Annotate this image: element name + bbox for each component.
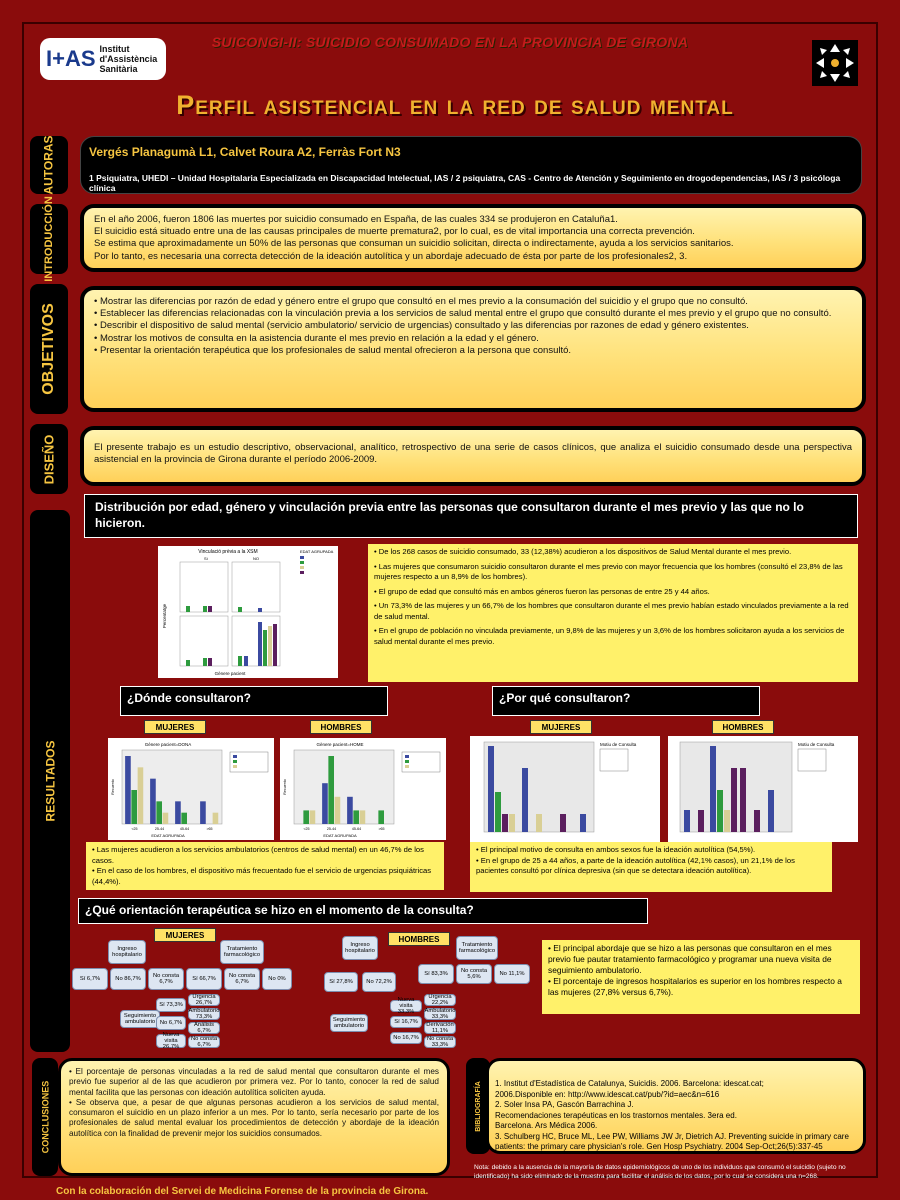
finding-item: • En el grupo de población no vinculada previamente, un 9,8% de las mujeres y un 3,6% de los hombres solicitaron ayuda a los servicios de salud mental durante el mes previo. (374, 626, 845, 646)
author-affiliations: 1 Psiquiatra, UHEDI – Unidad Hospitalaria Especializada en Discapacidad Intelectual, IAS / 2 psiquiatra, CAS - Centro de Atención y Seguimiento en drogodependencias, IAS / 3 psicóloga clínica (89, 173, 841, 193)
conclusion-item: • El porcentaje de personas vinculadas a la red de salud mental que consultaron durante el mes previo fue superior al de las que acudieron por primera vez. Por lo tanto, conocer la red de salud mental facilita que las personas con ideación autolítica soliciten ayuda. (69, 1067, 439, 1098)
tree-node: No consta 33,3% (424, 1036, 456, 1048)
orientacion-findings (542, 940, 860, 1014)
chart1-facet-no: NO (253, 556, 259, 561)
bar (509, 814, 515, 832)
finding-item: • El porcentaje de ingresos hospitalarios es superior en los hombres respecto a las mujeres (27,8% versus 6,7%). (548, 976, 842, 997)
legend-swatch (233, 760, 237, 763)
bib-line: 2. Soler Insa PA, Gascón Barrachina J. (495, 1100, 634, 1109)
tree-node: Nueva visita 26,7% (156, 1034, 186, 1048)
bar (353, 810, 359, 824)
arrows-logo-icon (812, 40, 858, 86)
donde-findings (86, 842, 444, 890)
bar (273, 624, 277, 666)
tree-node: Urgencia 26,7% (188, 994, 220, 1006)
bar (310, 810, 316, 824)
bar (150, 779, 156, 824)
bar (244, 656, 248, 666)
legend-swatch (233, 755, 237, 758)
legend-swatch (300, 571, 304, 574)
bar (328, 756, 334, 824)
finding-item: • En el grupo de 25 a 44 años, a parte de la ideación autolítica (42,1% casos), un 21,1% de los pacientes consultó por clínica depresiva (sin que se detectara ideación autolítica). (476, 855, 795, 875)
finding-item: • Las mujeres acudieron a los servicios ambulatorios (centros de salud mental) en un 46,7% de los casos. (92, 845, 424, 865)
tree-node: Tratamiento farmacológico (220, 940, 264, 964)
bibliografia-panel (486, 1058, 866, 1154)
donde-h-title: Gènere pacient=HOME (316, 742, 364, 747)
poster-title: Perfil asistencial en la red de salud mental (176, 90, 734, 120)
bar (208, 658, 212, 666)
bar (347, 797, 353, 824)
bar (360, 810, 366, 824)
tag-hombres-porque: HOMBRES (712, 720, 774, 734)
tick-label: <25 (131, 827, 138, 831)
facet-panel (180, 562, 228, 612)
bar (560, 814, 566, 832)
chart1-ylabel: Percentatge (162, 603, 167, 629)
bar (724, 810, 730, 832)
bar (203, 606, 207, 612)
bar (731, 768, 737, 832)
tree-node: Seguimiento ambulatorio (120, 1010, 160, 1028)
donde-m-xlabel: EDAT AGRUPADA (151, 833, 185, 838)
diseno-panel (80, 426, 866, 486)
tick-label: 45-64 (179, 827, 190, 831)
intro-line: Se estima que aproximadamente un 50% de las personas que consuman un suicidio solicitan, directa o indirectamente, ayuda a los servicios sanitarios. (94, 238, 734, 250)
finding-item: • Un 73,3% de las mujeres y un 66,7% de los hombres que consultaron durante el mes previo habían estado vinculados previamente a la red de salud mental. (374, 601, 849, 621)
finding-item: • Las mujeres que consumaron suicidio consultaron durante el mes previo con mayor frecuencia que los hombres (consultó el 23,8% de las mujeres respecto a un 8,9% de los hombres). (374, 561, 843, 581)
section-label-autoras: AUTORAS (30, 136, 68, 194)
tree-node: Nueva visita 33,3% (390, 1000, 422, 1012)
tree-node: No consta 6,7% (224, 968, 260, 990)
objetivo-item: • Mostrar las diferencias por razón de edad y género entre el grupo que consultó en el mes previo a la consumación del suicidio y el grupo que no consultó. (94, 296, 852, 308)
bar (335, 797, 341, 824)
tree-node: No consta 6,7% (148, 968, 184, 990)
bar (258, 622, 262, 666)
chart1-title: Vinculació prèvia a la XSM (198, 549, 258, 555)
poster-supertitle: SUICONGI-II: SUICIDIO CONSUMADO EN LA PROVINCIA DE GIRONA (211, 34, 689, 50)
bib-line: Recomendaciones terapéuticas en los trastornos mentales. 3era ed. (495, 1110, 737, 1120)
bar (238, 656, 242, 666)
tree-node: Análisis 6,7% (188, 1022, 220, 1034)
tree-node: Sí 66,7% (186, 968, 222, 990)
porque-heading: ¿Por qué consultaron? (492, 686, 760, 716)
bar (754, 810, 760, 832)
porque-mujeres-svg (470, 736, 660, 842)
bar (717, 790, 723, 832)
bar (263, 630, 267, 666)
porque-hombres-svg (668, 736, 858, 842)
tree-node: No consta 6,7% (188, 1036, 220, 1048)
tree-node: Sí 83,3% (418, 964, 454, 984)
tag-hombres-orient: HOMBRES (388, 932, 450, 946)
bar (698, 810, 704, 832)
tree-node: No 16,7% (390, 1032, 422, 1044)
tag-mujeres-orient: MUJERES (154, 928, 216, 942)
orientacion-mujeres-tree (68, 940, 298, 1052)
section-label-resultados: RESULTADOS (30, 510, 70, 1052)
bar (156, 801, 162, 824)
objetivo-item: • Presentar la orientación terapéutica que los profesionales de salud mental ofrecieron a la persona que consultó. (94, 345, 852, 357)
finding-item: • El principal motivo de consulta en ambos sexos fue la ideación autolítica (54,5%). (476, 845, 756, 854)
bar (740, 768, 746, 832)
finding-item: • De los 268 casos de suicidio consumado, 33 (12,38%) acudieron a los dispositivos de Salud Mental durante el mes previo. (374, 547, 792, 556)
intro-line: Por lo tanto, es necesaria una correcta detección de la ideación autolítica y un abordaje adecuado de ésta por parte de los profesionales2, 3. (94, 250, 688, 262)
tick-label: >65 (378, 827, 385, 831)
bib-line: 2006.Disponible en: http://www.idescat.cat/pub/?id=aec&n=616 (495, 1089, 720, 1099)
logo-text (100, 44, 158, 74)
resultados-heading: Distribución por edad, género y vinculación previa entre las personas que consultaron durante el mes previo y las que no lo hicieron. (84, 494, 858, 538)
finding-item: • El grupo de edad que consultó más en ambos géneros fueron las personas de entre 25 y 44 años. (374, 586, 710, 596)
porque-h-legend: Motiu de Consulta (798, 742, 835, 747)
bar (203, 658, 207, 666)
tree-node: Ambulatorio 33,3% (424, 1008, 456, 1020)
intro-panel (80, 204, 866, 272)
porque-hombres-chart (668, 736, 858, 842)
legend-swatch (405, 755, 409, 758)
tree-node: Sí 16,7% (390, 1016, 422, 1028)
donde-heading: ¿Dónde consultaron? (120, 686, 388, 716)
tree-node: Urgencia 22,2% (424, 994, 456, 1006)
conclusion-item: • Se observa que, a pesar de que algunas personas acudieron a los servicios de salud mental, consumaron el suicidio en un plazo inferior a un mes. Por lo tanto, sería necesario por parte de los profesionales de salud mental evaluar los procedimientos de detección y abordaje de la ideación autolítica con la finalidad de prevenir mejor los suicidios consumados. (69, 1098, 439, 1139)
porque-findings (470, 842, 832, 892)
tick-label: >65 (206, 827, 213, 831)
author-names: Vergés Planagumà L1, Calvet Roura A2, Ferràs Fort N3 (89, 145, 401, 159)
tag-mujeres-porque: MUJERES (530, 720, 592, 734)
finding-item: • En el caso de los hombres, el dispositivo más frecuentado fue el servicio de urgencias psiquiátricas (44,4%). (92, 866, 432, 886)
bar (186, 660, 190, 666)
bibliografia-list (495, 1079, 859, 1153)
legend-swatch (300, 566, 304, 569)
donde-hombres-chart (280, 738, 446, 840)
section-label-objetivos: OBJETIVOS (30, 284, 68, 414)
bar (710, 746, 716, 832)
orientacion-hombres-tree (320, 936, 540, 1052)
bar (768, 790, 774, 832)
bar (175, 801, 181, 824)
objetivo-item: • Describir el dispositivo de salud mental (servicio ambulatorio/ servicio de urgencias) consultado y las diferencias por razones de edad y género existentes. (94, 320, 852, 332)
bar (258, 608, 262, 612)
footnote: Nota: debido a la ausencia de la mayoría de datos epidemiológicos de uno de los individuos que consumó el suicidio (sujeto no identificado) ha sido eliminado de la muestra para facilitar el análisis de los datos, por lo cual se considera una n=268. (474, 1164, 846, 1180)
logo-line: d'Assistència (99, 54, 158, 64)
tick-label: 45-64 (351, 827, 362, 831)
legend-swatch (233, 765, 237, 768)
orientacion-heading: ¿Qué orientación terapéutica se hizo en el momento de la consulta? (78, 898, 648, 924)
bar (125, 756, 131, 824)
legend-swatch (300, 556, 304, 559)
diseno-text: El presente trabajo es un estudio descriptivo, observacional, analítico, retrospectivo de una serie de casos clínicos, que analiza el suicidio consumado desde una perspectiva asistencial en la provincia de Girona durante el período 2006-2009. (94, 442, 852, 466)
objetivo-item: • Establecer las diferencias relacionadas con la vinculación previa a los servicios de salud mental entre el grupo que consultó durante el mes previo y el grupo que no consultó. (94, 308, 852, 320)
legend-swatch (405, 760, 409, 763)
logo-line: Institut (99, 44, 130, 54)
bib-line: Barcelona. Ars Médica 2006. (495, 1121, 598, 1130)
tree-node: Ingreso hospitalario (108, 940, 146, 964)
bar (495, 792, 501, 832)
ias-logo (40, 38, 166, 80)
legend-swatch (405, 765, 409, 768)
y-axis-label: Recuento (283, 779, 287, 795)
bar (268, 626, 272, 666)
tag-hombres-donde: HOMBRES (310, 720, 372, 734)
tree-node: Tratamiento farmacológico (456, 936, 498, 960)
tree-node: No 11,1% (494, 964, 530, 984)
bar (322, 783, 328, 824)
tree-node: No 72,2% (362, 972, 396, 992)
tree-node: Sí 6,7% (72, 968, 108, 990)
tag-mujeres-donde: MUJERES (144, 720, 206, 734)
donde-h-xlabel: EDAT AGRUPADA (323, 833, 357, 838)
bar (181, 813, 187, 824)
bar (186, 606, 190, 612)
tree-node: No consta 5,6% (456, 964, 492, 984)
bar (580, 814, 586, 832)
tree-node: No 86,7% (110, 968, 146, 990)
objetivos-panel (80, 286, 866, 412)
conclusiones-panel (58, 1058, 450, 1176)
y-axis-label: Recuento (111, 779, 115, 795)
bar (131, 790, 137, 824)
section-label-introduccion: INTRODUCCIÓN (30, 204, 68, 274)
tree-node: Ingreso hospitalario (342, 936, 378, 960)
bar (684, 810, 690, 832)
bar (200, 801, 206, 824)
bar (238, 607, 242, 612)
tree-node: Sí 73,3% (156, 998, 186, 1012)
section-label-bibliografia: BIBLIOGRAFÍA (466, 1058, 490, 1154)
tree-node: Sí 27,8% (324, 972, 358, 992)
vinculacion-chart-svg (158, 546, 338, 678)
donde-mujeres-chart (108, 738, 274, 840)
legend-swatch (300, 561, 304, 564)
porque-mujeres-chart (470, 736, 660, 842)
logo-line: Sanitària (99, 64, 138, 74)
tree-node: Derivación 11,1% (424, 1022, 456, 1034)
bar (138, 767, 144, 824)
bar (378, 810, 384, 824)
chart1-xlabel: Gènere pacient (214, 671, 246, 676)
logo-mark: I+AS (46, 46, 96, 71)
bar (208, 606, 212, 612)
chart1-legend-title: EDAT AGRUPADA (300, 549, 334, 554)
bib-line: patients: the primary care physician's role. Gen Hosp Psychiatry. 2004 Sep-Oct;26(5):337-45 (495, 1142, 823, 1151)
section-label-conclusiones: CONCLUSIONES (32, 1058, 58, 1176)
tick-label: <25 (303, 827, 310, 831)
bar (213, 813, 219, 824)
tree-node: Seguimiento ambulatorio (330, 1014, 368, 1032)
bar (522, 768, 528, 832)
bar (488, 746, 494, 832)
intro-line: En el año 2006, fueron 1806 las muertes por suicidio consumado en España, de las cuales 334 se produjeron en Cataluña1. (94, 214, 618, 225)
vinculacion-chart (158, 546, 338, 678)
findings-box (368, 544, 858, 682)
bar (502, 814, 508, 832)
authors-panel (80, 136, 862, 194)
bib-line: 1. Institut d'Estadística de Catalunya, Suicidis. 2006. Barcelona: idescat.cat; (495, 1079, 764, 1088)
donde-mujeres-svg (108, 738, 274, 840)
tree-node: No 0% (262, 968, 292, 990)
intro-line: El suicidio está situado entre una de las causas principales de muerte prematura2, por lo cual, es de vital importancia una correcta prevención. (94, 226, 695, 238)
tick-label: 25-44 (154, 827, 165, 831)
bar (536, 814, 542, 832)
bar (303, 810, 309, 824)
donde-m-title: Gènere pacient=DONA (144, 742, 192, 747)
tree-node: No 6,7% (156, 1016, 186, 1030)
bib-line: 3. Schulberg HC, Bruce ML, Lee PW, Williams JW Jr, Dietrich AJ. Preventing suicide in primary care (495, 1131, 849, 1141)
objetivo-item: • Mostrar los motivos de consulta en la asistencia durante el mes previo en relación a la edad y el género. (94, 333, 852, 345)
bar (163, 813, 169, 824)
finding-item: • El principal abordaje que se hizo a las personas que consultaron en el mes previo fue pautar tratamiento farmacológico y programar una nueva visita de seguimiento ambulatorio. (548, 943, 832, 975)
facet-panel (232, 562, 280, 612)
collaboration-note: Con la colaboración del Servei de Medicina Forense de la provincia de Girona. (56, 1186, 429, 1197)
porque-m-legend: Motiu de Consulta (600, 742, 637, 747)
tick-label: 25-44 (326, 827, 337, 831)
donde-hombres-svg (280, 738, 446, 840)
chart1-facet-si: Sí (204, 556, 208, 561)
tree-node: Ambulatorio 73,3% (188, 1008, 220, 1020)
section-label-diseno: DISEÑO (30, 424, 68, 494)
